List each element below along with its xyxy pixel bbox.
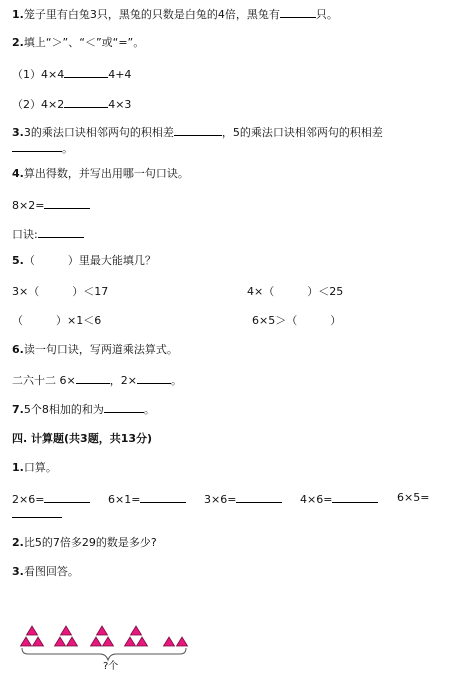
triangle-icon	[33, 637, 44, 646]
calc-question-3	[12, 565, 79, 579]
expression: 二六十二 6×	[12, 374, 76, 387]
expression: 6×5=	[397, 491, 430, 504]
expression: ，2×	[109, 374, 137, 387]
answer-blank[interactable]	[174, 124, 222, 136]
question-4-koujue	[12, 226, 84, 242]
section-heading: 四. 计算题(共3题，共13分)	[12, 432, 153, 445]
question-text-end: 只。	[315, 8, 338, 21]
question-number: 7.	[12, 403, 24, 416]
question-5-part-d[interactable]: 6×5＞（ ）	[252, 314, 342, 327]
triangle-icon	[131, 626, 142, 635]
oral-calc-item	[108, 491, 186, 507]
question-text: 算出得数，并写出用哪一句口诀。	[23, 167, 189, 180]
triangle-icon	[97, 626, 108, 635]
question-text-end: 。	[62, 142, 73, 155]
triangle-icon	[137, 637, 148, 646]
answer-blank[interactable]	[140, 491, 186, 503]
question-text: 口算。	[23, 461, 57, 474]
triangle-icon	[103, 637, 114, 646]
question-text: 笼子里有白兔3只，黑兔的只数是白兔的4倍，黑兔有	[23, 8, 280, 21]
expression-right: 4+4	[108, 68, 132, 81]
expression: 6×1=	[108, 493, 141, 506]
brace-label: ?个	[103, 661, 119, 672]
question-6	[12, 343, 178, 357]
koujue-label: 口诀:	[12, 228, 38, 241]
question-3	[12, 124, 383, 140]
triangle-icon	[61, 626, 72, 635]
answer-blank[interactable]	[44, 491, 90, 503]
triangle-icon	[67, 637, 78, 646]
triangle-icon	[55, 637, 66, 646]
answer-blank[interactable]	[76, 372, 110, 384]
expression: 8×2=	[12, 199, 45, 212]
answer-blank[interactable]	[44, 197, 90, 209]
question-number: 4.	[12, 167, 24, 180]
answer-blank[interactable]	[280, 6, 316, 18]
question-text-end: 。	[170, 374, 182, 387]
answer-blank[interactable]	[64, 66, 108, 78]
triangle-icon	[125, 637, 136, 646]
answer-blank[interactable]	[38, 226, 84, 238]
question-text: 5个8相加的和为	[23, 403, 104, 416]
question-number: 1.	[12, 8, 24, 21]
question-1	[12, 6, 338, 22]
oral-calc-item	[204, 491, 282, 507]
question-text-end: 。	[143, 403, 155, 416]
question-text: 读一句口诀，写两道乘法算式。	[23, 343, 178, 356]
triangle-icon	[21, 637, 32, 646]
answer-blank[interactable]	[12, 506, 62, 518]
triangle-icon	[27, 626, 38, 635]
question-text: ，5的乘法口诀相邻两句的积相差	[221, 126, 383, 139]
question-number: 6.	[12, 343, 24, 356]
answer-blank[interactable]	[12, 140, 62, 152]
question-text: 填上“＞”、“＜”或“=”。	[23, 36, 145, 49]
answer-blank[interactable]	[236, 491, 282, 503]
question-5-part-c[interactable]: （ ）×1＜6	[12, 314, 102, 327]
triangle-icon	[91, 637, 102, 646]
question-3-continued	[12, 140, 73, 156]
expression-left: （1）4×4	[12, 68, 65, 81]
question-4	[12, 167, 189, 181]
question-7	[12, 401, 155, 417]
question-text: 比5的7倍多29的数是多少?	[23, 536, 157, 549]
expression: 2×6=	[12, 493, 45, 506]
expression: 4×6=	[300, 493, 333, 506]
brace	[22, 648, 186, 660]
expression: 3×6=	[204, 493, 237, 506]
question-text: 3的乘法口诀相邻两句的积相差	[23, 126, 174, 139]
answer-blank[interactable]	[332, 491, 378, 503]
triangle-icon	[177, 637, 188, 646]
oral-calc-item	[12, 491, 90, 507]
answer-blank[interactable]	[64, 96, 108, 108]
calc-question-2	[12, 536, 157, 550]
question-2	[12, 36, 144, 50]
oral-calc-item	[397, 491, 429, 505]
oral-calc-item-continued	[12, 506, 62, 522]
question-5	[12, 254, 156, 268]
question-number: 5.	[12, 254, 24, 267]
question-number: 2.	[12, 536, 24, 549]
question-number: 3.	[12, 565, 24, 578]
question-number: 2.	[12, 36, 24, 49]
expression-left: （2）4×2	[12, 98, 65, 111]
answer-blank[interactable]	[104, 401, 144, 413]
question-number: 3.	[12, 126, 24, 139]
question-6-answer	[12, 372, 182, 388]
oral-calc-item	[300, 491, 378, 507]
triangle-icon	[164, 637, 175, 646]
question-2-part-1	[12, 66, 131, 82]
question-text: （ ）里最大能填几？	[23, 254, 156, 267]
question-5-part-a[interactable]: 3×（ ）＜17	[12, 285, 109, 298]
question-4-expression	[12, 197, 90, 213]
expression-right: 4×3	[108, 98, 132, 111]
question-2-part-2	[12, 96, 131, 112]
calc-question-1	[12, 461, 57, 475]
question-5-part-b[interactable]: 4×（ ）＜25	[247, 285, 344, 298]
question-number: 1.	[12, 461, 24, 474]
answer-blank[interactable]	[137, 372, 171, 384]
question-text: 看图回答。	[23, 565, 79, 578]
